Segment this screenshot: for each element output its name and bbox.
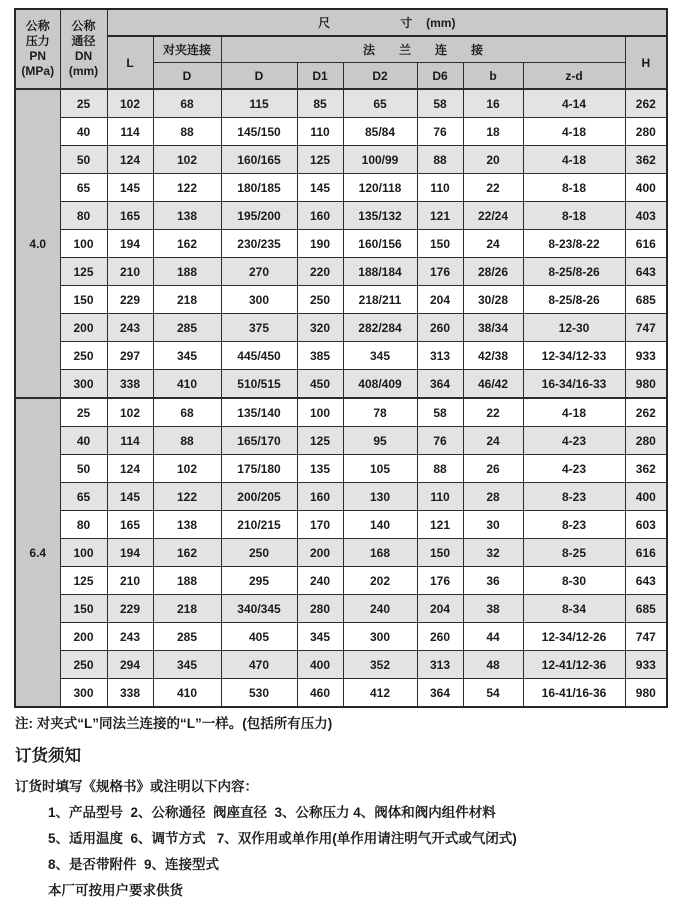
col-header-d: D (221, 63, 297, 90)
cell-d1: 125 (297, 146, 343, 174)
cell-h: 616 (625, 230, 667, 258)
cell-zd: 4-18 (523, 118, 625, 146)
ordering-line: 1、产品型号 2、公称通径 阀座直径 3、公称压力 4、阀体和阀内组件材料 (48, 805, 496, 820)
table-body (15, 89, 667, 707)
cell-wd: 122 (153, 174, 221, 202)
cell-dn: 50 (60, 455, 107, 483)
cell-wd: 68 (153, 89, 221, 118)
cell-zd: 8-25 (523, 539, 625, 567)
cell-d6: 204 (417, 595, 463, 623)
cell-b: 18 (463, 118, 523, 146)
dn-header-line: DN (74, 49, 93, 63)
table-row (15, 511, 667, 539)
cell-dn: 200 (60, 314, 107, 342)
cell-b: 22 (463, 398, 523, 427)
dn-header-line: (mm) (68, 64, 99, 78)
cell-b: 48 (463, 651, 523, 679)
cell-b: 44 (463, 623, 523, 651)
cell-wd: 285 (153, 623, 221, 651)
table-row (15, 623, 667, 651)
cell-l: 229 (107, 595, 153, 623)
pn-header-line: PN (29, 49, 47, 63)
cell-l: 102 (107, 398, 153, 427)
cell-b: 30 (463, 511, 523, 539)
cell-zd: 4-23 (523, 455, 625, 483)
cell-d1: 345 (297, 623, 343, 651)
cell-d6: 260 (417, 314, 463, 342)
cell-d6: 150 (417, 539, 463, 567)
col-header-d1: D1 (297, 63, 343, 90)
cell-dn: 80 (60, 511, 107, 539)
table-row (15, 342, 667, 370)
cell-d6: 76 (417, 118, 463, 146)
cell-b: 46/42 (463, 370, 523, 399)
cell-h: 643 (625, 567, 667, 595)
cell-d2: 130 (343, 483, 417, 511)
cell-l: 338 (107, 370, 153, 399)
cell-d6: 313 (417, 651, 463, 679)
cell-h: 400 (625, 483, 667, 511)
col-header-zd: z-d (523, 63, 625, 90)
cell-l: 165 (107, 511, 153, 539)
cell-d6: 364 (417, 370, 463, 399)
cell-d2: 188/184 (343, 258, 417, 286)
pn-group-cell: 6.4 (15, 398, 60, 707)
table-row (15, 455, 667, 483)
cell-d6: 58 (417, 398, 463, 427)
cell-dn: 25 (60, 89, 107, 118)
cell-d: 200/205 (221, 483, 297, 511)
cell-d1: 135 (297, 455, 343, 483)
cell-dn: 150 (60, 286, 107, 314)
cell-d6: 260 (417, 623, 463, 651)
cell-d1: 110 (297, 118, 343, 146)
cell-dn: 65 (60, 483, 107, 511)
cell-zd: 16-34/16-33 (523, 370, 625, 399)
cell-wd: 345 (153, 651, 221, 679)
cell-zd: 8-25/8-26 (523, 286, 625, 314)
cell-d6: 88 (417, 455, 463, 483)
cell-d1: 240 (297, 567, 343, 595)
cell-zd: 8-25/8-26 (523, 258, 625, 286)
cell-d6: 176 (417, 258, 463, 286)
cell-d: 375 (221, 314, 297, 342)
cell-b: 22/24 (463, 202, 523, 230)
cell-wd: 138 (153, 202, 221, 230)
cell-h: 362 (625, 455, 667, 483)
cell-h: 403 (625, 202, 667, 230)
cell-d: 135/140 (221, 398, 297, 427)
cell-d2: 120/118 (343, 174, 417, 202)
cell-b: 24 (463, 427, 523, 455)
cell-zd: 4-18 (523, 146, 625, 174)
table-row (15, 483, 667, 511)
cell-l: 124 (107, 146, 153, 174)
cell-d1: 100 (297, 398, 343, 427)
cell-h: 603 (625, 511, 667, 539)
dimension-table (14, 8, 668, 708)
size-title-unit: (mm) (426, 15, 456, 30)
cell-d6: 176 (417, 567, 463, 595)
cell-d1: 400 (297, 651, 343, 679)
cell-d: 270 (221, 258, 297, 286)
cell-dn: 50 (60, 146, 107, 174)
cell-b: 30/28 (463, 286, 523, 314)
cell-l: 294 (107, 651, 153, 679)
table-note: 注: 对夹式“L”同法兰连接的“L”一样。(包括所有压力) (15, 716, 333, 731)
cell-h: 362 (625, 146, 667, 174)
table-row (15, 679, 667, 708)
table-row (15, 595, 667, 623)
cell-b: 54 (463, 679, 523, 708)
cell-d2: 140 (343, 511, 417, 539)
col-header-d6: D6 (417, 63, 463, 90)
cell-l: 229 (107, 286, 153, 314)
cell-zd: 8-30 (523, 567, 625, 595)
cell-d2: 100/99 (343, 146, 417, 174)
cell-l: 194 (107, 230, 153, 258)
size-title-char: 尺 (318, 15, 331, 30)
cell-d: 250 (221, 539, 297, 567)
pn-header-line: 压力 (25, 34, 50, 48)
cell-l: 194 (107, 539, 153, 567)
pn-column-header (15, 9, 60, 89)
cell-d1: 250 (297, 286, 343, 314)
cell-d6: 121 (417, 511, 463, 539)
cell-d: 445/450 (221, 342, 297, 370)
col-header-h: H (625, 36, 667, 89)
cell-d: 530 (221, 679, 297, 708)
cell-d2: 412 (343, 679, 417, 708)
cell-wd: 68 (153, 398, 221, 427)
cell-d: 180/185 (221, 174, 297, 202)
cell-d1: 160 (297, 202, 343, 230)
table-row (15, 539, 667, 567)
table-row (15, 567, 667, 595)
cell-dn: 65 (60, 174, 107, 202)
cell-h: 262 (625, 398, 667, 427)
cell-d: 300 (221, 286, 297, 314)
cell-zd: 8-18 (523, 174, 625, 202)
cell-h: 280 (625, 118, 667, 146)
cell-d2: 160/156 (343, 230, 417, 258)
cell-wd: 218 (153, 595, 221, 623)
cell-d1: 145 (297, 174, 343, 202)
ordering-intro: 订货时填写《规格书》或注明以下内容： (15, 779, 258, 794)
cell-d1: 460 (297, 679, 343, 708)
cell-b: 24 (463, 230, 523, 258)
cell-dn: 125 (60, 258, 107, 286)
dn-header-line: 公称 (71, 19, 96, 33)
cell-h: 685 (625, 595, 667, 623)
col-header-wafer-d: D (153, 63, 221, 90)
cell-b: 38/34 (463, 314, 523, 342)
cell-wd: 410 (153, 679, 221, 708)
cell-d6: 88 (417, 146, 463, 174)
dn-column-header (60, 9, 107, 89)
cell-d: 195/200 (221, 202, 297, 230)
table-row (15, 286, 667, 314)
table-row (15, 370, 667, 399)
cell-dn: 40 (60, 118, 107, 146)
cell-l: 145 (107, 483, 153, 511)
flange-connection-header (221, 36, 625, 63)
cell-zd: 8-23 (523, 511, 625, 539)
cell-dn: 250 (60, 342, 107, 370)
cell-h: 616 (625, 539, 667, 567)
cell-b: 20 (463, 146, 523, 174)
cell-h: 262 (625, 89, 667, 118)
wafer-connection-header: 对夹连接 (153, 36, 221, 63)
cell-l: 165 (107, 202, 153, 230)
cell-d2: 135/132 (343, 202, 417, 230)
cell-d6: 313 (417, 342, 463, 370)
cell-d6: 150 (417, 230, 463, 258)
cell-d2: 168 (343, 539, 417, 567)
cell-d: 210/215 (221, 511, 297, 539)
cell-wd: 122 (153, 483, 221, 511)
cell-d2: 105 (343, 455, 417, 483)
cell-h: 400 (625, 174, 667, 202)
cell-l: 210 (107, 258, 153, 286)
cell-l: 243 (107, 314, 153, 342)
flange-title-char: 接 (471, 42, 484, 57)
cell-wd: 345 (153, 342, 221, 370)
cell-d6: 58 (417, 89, 463, 118)
size-header (107, 9, 667, 36)
table-row (15, 202, 667, 230)
pn-header-line: (MPa) (21, 64, 55, 78)
cell-l: 114 (107, 118, 153, 146)
cell-d2: 408/409 (343, 370, 417, 399)
cell-wd: 162 (153, 230, 221, 258)
cell-d6: 364 (417, 679, 463, 708)
cell-d2: 218/211 (343, 286, 417, 314)
table-row (15, 651, 667, 679)
cell-wd: 285 (153, 314, 221, 342)
cell-h: 280 (625, 427, 667, 455)
cell-zd: 4-14 (523, 89, 625, 118)
cell-d1: 220 (297, 258, 343, 286)
cell-l: 243 (107, 623, 153, 651)
table-row (15, 174, 667, 202)
cell-dn: 40 (60, 427, 107, 455)
cell-b: 16 (463, 89, 523, 118)
cell-d: 295 (221, 567, 297, 595)
cell-b: 28 (463, 483, 523, 511)
cell-h: 980 (625, 370, 667, 399)
table-row (15, 89, 667, 118)
cell-d6: 110 (417, 174, 463, 202)
dn-header-line: 通径 (71, 34, 96, 48)
cell-wd: 88 (153, 427, 221, 455)
ordering-line: 本厂可按用户要求供货 (48, 883, 183, 898)
cell-d: 160/165 (221, 146, 297, 174)
cell-d: 115 (221, 89, 297, 118)
ordering-line: 5、适用温度 6、调节方式 7、双作用或单作用(单作用请注明气开式或气闭式) (48, 831, 517, 846)
col-header-d2: D2 (343, 63, 417, 90)
cell-dn: 150 (60, 595, 107, 623)
cell-d2: 85/84 (343, 118, 417, 146)
flange-title-char: 兰 (398, 42, 411, 57)
cell-h: 643 (625, 258, 667, 286)
cell-d2: 95 (343, 427, 417, 455)
cell-wd: 218 (153, 286, 221, 314)
cell-zd: 12-30 (523, 314, 625, 342)
cell-l: 338 (107, 679, 153, 708)
cell-l: 210 (107, 567, 153, 595)
cell-d: 230/235 (221, 230, 297, 258)
cell-d2: 202 (343, 567, 417, 595)
cell-d6: 110 (417, 483, 463, 511)
cell-d1: 385 (297, 342, 343, 370)
cell-d1: 320 (297, 314, 343, 342)
cell-l: 297 (107, 342, 153, 370)
cell-wd: 88 (153, 118, 221, 146)
cell-d1: 450 (297, 370, 343, 399)
table-row (15, 118, 667, 146)
cell-wd: 138 (153, 511, 221, 539)
cell-d1: 170 (297, 511, 343, 539)
cell-b: 42/38 (463, 342, 523, 370)
cell-d: 510/515 (221, 370, 297, 399)
cell-zd: 8-18 (523, 202, 625, 230)
cell-h: 747 (625, 314, 667, 342)
cell-h: 685 (625, 286, 667, 314)
cell-d2: 345 (343, 342, 417, 370)
cell-wd: 162 (153, 539, 221, 567)
cell-d2: 65 (343, 89, 417, 118)
cell-d2: 78 (343, 398, 417, 427)
cell-h: 933 (625, 342, 667, 370)
cell-wd: 102 (153, 455, 221, 483)
cell-zd: 8-23/8-22 (523, 230, 625, 258)
cell-wd: 188 (153, 567, 221, 595)
col-header-b: b (463, 63, 523, 90)
cell-zd: 12-34/12-26 (523, 623, 625, 651)
cell-dn: 100 (60, 230, 107, 258)
ordering-heading: 订货须知 (15, 747, 81, 765)
cell-zd: 4-18 (523, 398, 625, 427)
table-row (15, 314, 667, 342)
flange-title-char: 连 (435, 42, 448, 57)
table-row (15, 146, 667, 174)
cell-dn: 250 (60, 651, 107, 679)
cell-b: 32 (463, 539, 523, 567)
cell-dn: 80 (60, 202, 107, 230)
cell-b: 36 (463, 567, 523, 595)
table-row (15, 230, 667, 258)
cell-zd: 8-23 (523, 483, 625, 511)
ordering-line: 8、是否带附件 9、连接型式 (48, 857, 220, 872)
cell-d2: 282/284 (343, 314, 417, 342)
table-row (15, 258, 667, 286)
cell-d6: 121 (417, 202, 463, 230)
cell-dn: 300 (60, 679, 107, 708)
pn-header-line: 公称 (25, 19, 50, 33)
cell-d: 175/180 (221, 455, 297, 483)
table-row (15, 427, 667, 455)
cell-zd: 4-23 (523, 427, 625, 455)
col-header-l: L (107, 36, 153, 89)
cell-b: 26 (463, 455, 523, 483)
cell-l: 145 (107, 174, 153, 202)
cell-d1: 190 (297, 230, 343, 258)
cell-h: 980 (625, 679, 667, 708)
cell-d1: 160 (297, 483, 343, 511)
cell-d2: 240 (343, 595, 417, 623)
cell-d: 165/170 (221, 427, 297, 455)
pn-group-cell: 4.0 (15, 89, 60, 398)
table-row (15, 398, 667, 427)
cell-dn: 300 (60, 370, 107, 399)
cell-zd: 12-34/12-33 (523, 342, 625, 370)
cell-b: 22 (463, 174, 523, 202)
cell-d1: 200 (297, 539, 343, 567)
cell-d6: 204 (417, 286, 463, 314)
flange-title-char: 法 (362, 42, 375, 57)
cell-b: 38 (463, 595, 523, 623)
cell-zd: 8-34 (523, 595, 625, 623)
cell-d1: 280 (297, 595, 343, 623)
cell-l: 124 (107, 455, 153, 483)
cell-d1: 85 (297, 89, 343, 118)
size-title-char: 寸 (400, 15, 413, 30)
cell-h: 747 (625, 623, 667, 651)
cell-d: 405 (221, 623, 297, 651)
cell-b: 28/26 (463, 258, 523, 286)
cell-l: 114 (107, 427, 153, 455)
cell-d2: 352 (343, 651, 417, 679)
cell-wd: 102 (153, 146, 221, 174)
cell-zd: 16-41/16-36 (523, 679, 625, 708)
cell-d1: 125 (297, 427, 343, 455)
cell-zd: 12-41/12-36 (523, 651, 625, 679)
cell-l: 102 (107, 89, 153, 118)
cell-d6: 76 (417, 427, 463, 455)
cell-d2: 300 (343, 623, 417, 651)
cell-d: 145/150 (221, 118, 297, 146)
cell-wd: 410 (153, 370, 221, 399)
cell-dn: 200 (60, 623, 107, 651)
cell-dn: 100 (60, 539, 107, 567)
cell-dn: 125 (60, 567, 107, 595)
cell-dn: 25 (60, 398, 107, 427)
cell-d: 470 (221, 651, 297, 679)
cell-d: 340/345 (221, 595, 297, 623)
cell-wd: 188 (153, 258, 221, 286)
cell-h: 933 (625, 651, 667, 679)
